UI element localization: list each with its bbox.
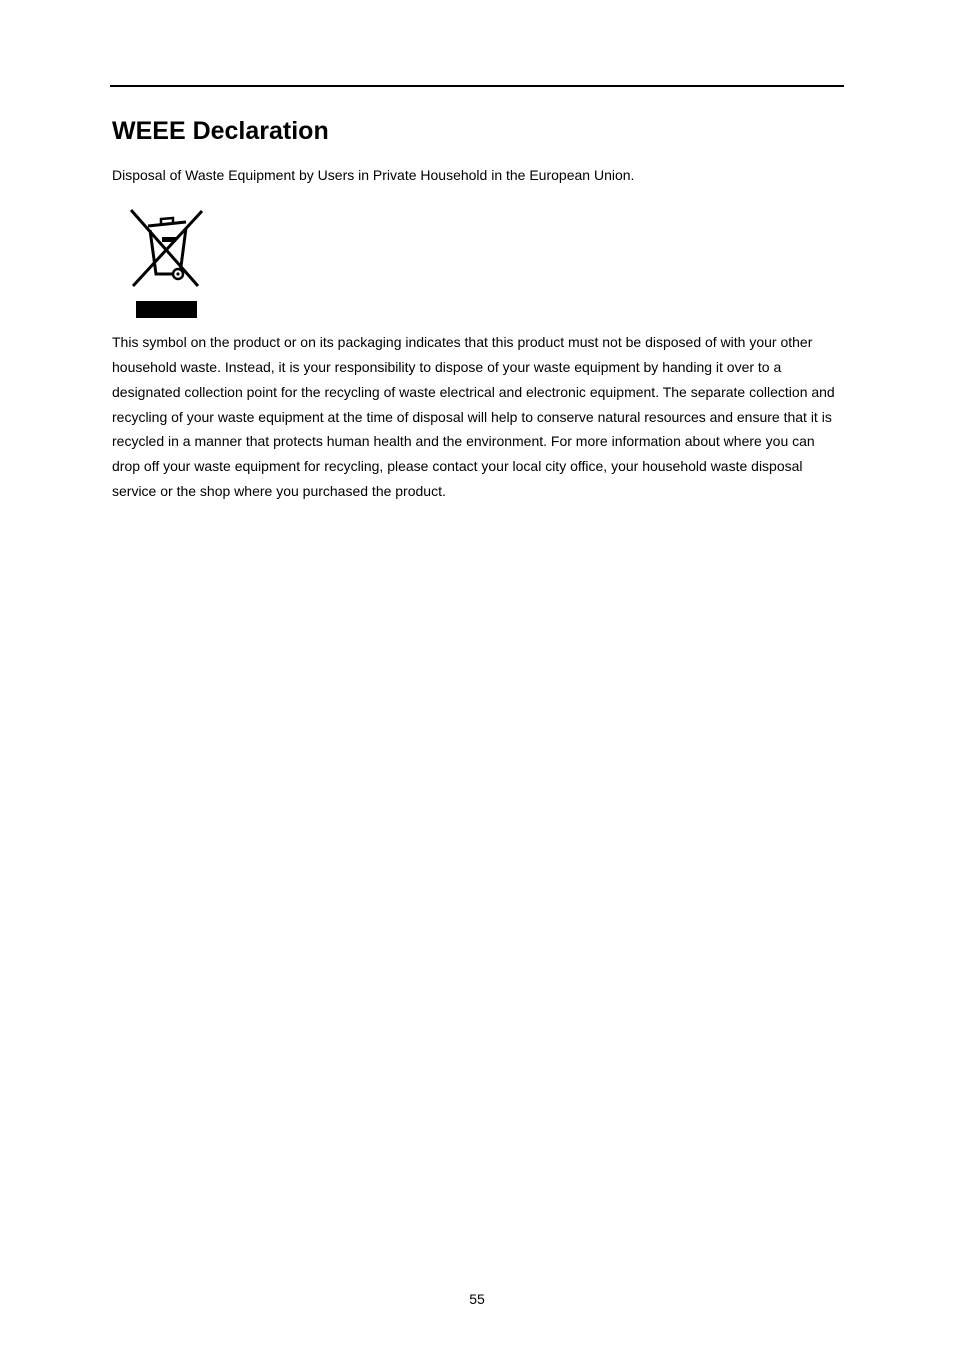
intro-text: Disposal of Waste Equipment by Users in Private Household in the European Union. xyxy=(112,167,635,183)
page-number: 55 xyxy=(469,1291,485,1307)
header-rule xyxy=(110,85,844,87)
crossed-out-wheeled-bin-icon xyxy=(128,208,204,320)
disposal-instructions: This symbol on the product or on its packaging indicates that this product must not be disposed of with your other household waste. Instead, it is your responsibility to dispose of your waste equipment by handing it over to a designated collection point for the recycling of waste electrical and electronic equipment. The separate collection and recycling of your waste equipment at the time of disposal will help to conserve natural resources and ensure that it is recycled in a manner that protects human health and the environment. For more information about where you can drop off your waste equipment for recycling, please contact your local city office, your household waste disposal service or the shop where you purchased the product. xyxy=(112,334,835,500)
page-title: WEEE Declaration xyxy=(112,117,329,145)
